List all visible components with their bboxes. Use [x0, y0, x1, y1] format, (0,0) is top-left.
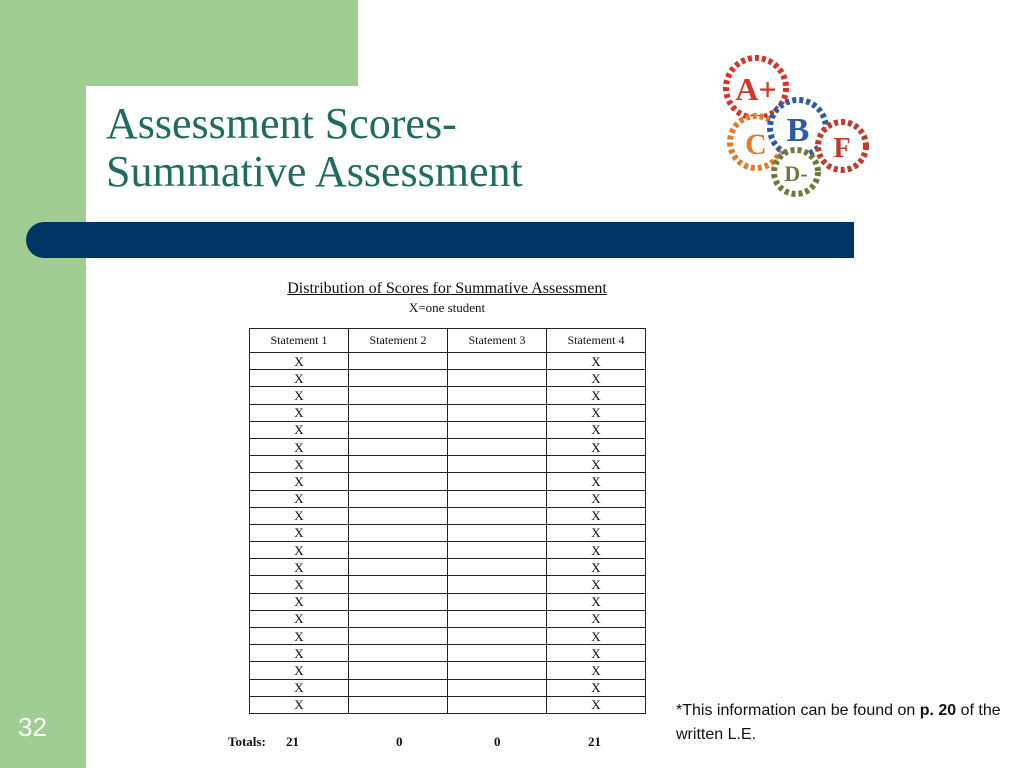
slide-title	[106, 100, 523, 196]
footnote-page-ref: p. 20	[919, 702, 957, 719]
table-cell: X	[547, 662, 646, 679]
column-header: Statement 4	[547, 329, 646, 353]
table-cell: X	[547, 404, 646, 421]
table-row	[250, 610, 646, 627]
table-cell	[349, 610, 448, 627]
table-row	[250, 593, 646, 610]
table-cell	[448, 353, 547, 370]
column-header: Statement 3	[448, 329, 547, 353]
table-cell	[349, 404, 448, 421]
table-row	[250, 421, 646, 438]
green-side-band	[0, 0, 86, 768]
slide-number: 32	[18, 712, 47, 742]
table-cell	[448, 628, 547, 645]
table-header-row	[250, 329, 646, 353]
table-row	[250, 507, 646, 524]
table-cell	[349, 576, 448, 593]
table-cell: X	[547, 696, 646, 713]
table-cell: X	[250, 524, 349, 541]
table-cell: X	[250, 610, 349, 627]
table-cell: X	[250, 679, 349, 696]
table-cell: X	[547, 679, 646, 696]
table-cell	[448, 542, 547, 559]
table-cell	[448, 473, 547, 490]
table-row	[250, 490, 646, 507]
table-cell: X	[547, 387, 646, 404]
table-row	[250, 456, 646, 473]
slide-title-line-1: Assessment Scores-	[106, 99, 457, 148]
table-cell	[448, 645, 547, 662]
table-cell	[349, 353, 448, 370]
table-cell	[448, 387, 547, 404]
table-cell: X	[250, 542, 349, 559]
table-cell: X	[250, 456, 349, 473]
table-cell	[349, 679, 448, 696]
table-cell	[349, 387, 448, 404]
table-cell: X	[250, 662, 349, 679]
table-cell: X	[547, 542, 646, 559]
table-cell: X	[250, 421, 349, 438]
table-subtitle: X=one student	[408, 300, 486, 315]
table-body	[250, 353, 646, 714]
total-statement-4: 21	[588, 734, 601, 749]
svg-text:D-: D-	[784, 161, 808, 186]
table-row	[250, 370, 646, 387]
table-cell	[448, 370, 547, 387]
svg-text:A+: A+	[735, 71, 777, 107]
table-cell: X	[250, 438, 349, 455]
table-cell	[349, 662, 448, 679]
table-cell: X	[250, 353, 349, 370]
footnote	[676, 699, 1016, 747]
table-cell	[448, 610, 547, 627]
table-row	[250, 662, 646, 679]
svg-text:B: B	[786, 112, 810, 149]
table-cell	[448, 696, 547, 713]
total-statement-1: 21	[286, 734, 299, 749]
table-cell	[448, 404, 547, 421]
table-cell: X	[547, 645, 646, 662]
table-row	[250, 696, 646, 713]
table-cell: X	[547, 490, 646, 507]
table-cell: X	[547, 473, 646, 490]
table-cell: X	[547, 524, 646, 541]
table-cell	[448, 679, 547, 696]
table-cell: X	[547, 421, 646, 438]
table-row	[250, 404, 646, 421]
table-row	[250, 473, 646, 490]
table-row	[250, 524, 646, 541]
table-cell	[448, 662, 547, 679]
table-cell	[349, 421, 448, 438]
table-cell: X	[250, 473, 349, 490]
table-row	[250, 438, 646, 455]
table-cell	[448, 421, 547, 438]
table-cell	[349, 542, 448, 559]
table-row	[250, 387, 646, 404]
table-cell	[448, 507, 547, 524]
table-cell: X	[250, 387, 349, 404]
table-cell	[349, 593, 448, 610]
table-cell	[349, 490, 448, 507]
table-row	[250, 576, 646, 593]
table-cell: X	[547, 576, 646, 593]
table-title: Distribution of Scores for Summative Assessment	[287, 280, 607, 297]
table-cell: X	[547, 507, 646, 524]
totals-row	[228, 734, 648, 752]
slide-title-line-2: Summative Assessment	[106, 147, 523, 196]
column-header: Statement 2	[349, 329, 448, 353]
table-cell: X	[547, 353, 646, 370]
grades-logo-icon	[718, 50, 870, 200]
table-cell	[349, 473, 448, 490]
table-cell: X	[250, 576, 349, 593]
table-cell: X	[547, 628, 646, 645]
table-cell: X	[250, 507, 349, 524]
footnote-prefix: *This information can be found on	[676, 702, 920, 719]
table-cell	[349, 456, 448, 473]
total-statement-2: 0	[396, 734, 403, 749]
svg-text:F: F	[833, 133, 851, 164]
table-cell: X	[250, 645, 349, 662]
table-cell	[448, 576, 547, 593]
table-cell: X	[547, 456, 646, 473]
table-cell	[349, 370, 448, 387]
table-row	[250, 679, 646, 696]
table-cell	[448, 559, 547, 576]
svg-text:C: C	[745, 128, 767, 161]
table-cell: X	[547, 559, 646, 576]
table-cell: X	[547, 370, 646, 387]
table-cell	[349, 524, 448, 541]
total-statement-3: 0	[494, 734, 501, 749]
title-divider-bar	[26, 222, 854, 258]
table-row	[250, 353, 646, 370]
table-cell	[448, 438, 547, 455]
table-cell: X	[547, 593, 646, 610]
table-cell: X	[250, 593, 349, 610]
table-cell	[349, 507, 448, 524]
table-cell	[349, 628, 448, 645]
table-row	[250, 542, 646, 559]
table-cell	[349, 696, 448, 713]
table-cell: X	[250, 559, 349, 576]
table-row	[250, 628, 646, 645]
column-header: Statement 1	[250, 329, 349, 353]
table-cell: X	[547, 438, 646, 455]
table-cell: X	[250, 370, 349, 387]
table-cell	[448, 490, 547, 507]
table-cell	[349, 438, 448, 455]
table-cell	[448, 593, 547, 610]
table-row	[250, 645, 646, 662]
table-cell	[448, 456, 547, 473]
table-cell: X	[547, 610, 646, 627]
table-cell	[349, 559, 448, 576]
table-cell: X	[250, 696, 349, 713]
table-row	[250, 559, 646, 576]
footnote-suffix: of the written L.E.	[676, 702, 1001, 743]
table-cell	[349, 645, 448, 662]
table-cell: X	[250, 490, 349, 507]
table-cell	[448, 524, 547, 541]
table-cell: X	[250, 628, 349, 645]
table-cell: X	[250, 404, 349, 421]
totals-label: Totals:	[228, 734, 266, 749]
score-distribution-table	[249, 328, 646, 714]
